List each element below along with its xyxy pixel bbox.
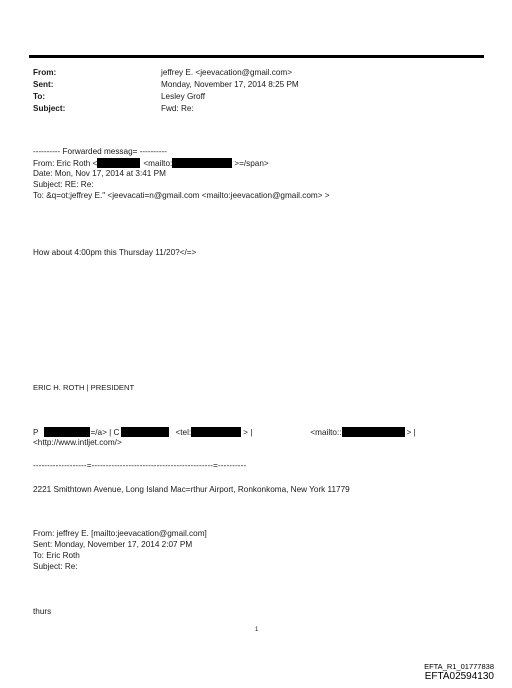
redaction-block — [97, 158, 140, 168]
forward-to: To: &q=ot;jeffrey E." <jeevacati=n@gmail.com <mailto:jeevacation@gmail.com> > — [33, 191, 330, 200]
page-number: 1 — [255, 627, 259, 633]
phone-tel: <tel: — [175, 428, 192, 437]
original-to: To: Eric Roth — [33, 551, 80, 560]
subject-value: Fwd: Re: — [161, 104, 194, 113]
from-value: jeffrey E. <jeevacation@gmail.com> — [161, 68, 293, 77]
redaction-block — [172, 158, 232, 168]
from-label: From: — [33, 68, 57, 77]
to-label: To: — [33, 92, 46, 101]
footer-id-large: EFTA02594130 — [424, 671, 494, 682]
phone-sep: > | — [243, 428, 253, 437]
forward-from-line — [33, 158, 269, 169]
message-body: How about 4:00pm this Thursday 11/20?</=> — [33, 248, 197, 257]
phone-mid: =/a> | C — [90, 428, 120, 437]
footer-id-small: EFTA_R1_01777838 — [424, 662, 494, 671]
forward-from-mailto: <mailto: — [143, 159, 173, 168]
signature-dashes: -------------------=-------------------------------------------=---------- — [33, 461, 247, 470]
redaction-block — [342, 427, 405, 437]
signature-phone-line — [33, 427, 416, 438]
forward-from-suffix: >=/span> — [234, 159, 269, 168]
phone-mailto: <mailto:: — [310, 428, 342, 437]
subject-label: Subject: — [33, 104, 66, 113]
phone-end: > | — [406, 428, 416, 437]
redaction-block — [121, 427, 169, 437]
redaction-block — [44, 427, 90, 437]
redaction-block — [191, 427, 241, 437]
sent-value: Monday, November 17, 2014 8:25 PM — [161, 80, 299, 89]
signature-name-title: ERIC H. ROTH | PRESIDENT — [33, 383, 135, 392]
original-from: From: jeffrey E. [mailto:jeevacation@gmail.com] — [33, 529, 207, 538]
header-rule — [29, 55, 484, 58]
forward-date: Date: Mon, Nov 17, 2014 at 3:41 PM — [33, 169, 166, 178]
forward-subject: Subject: RE: Re: — [33, 180, 94, 189]
signature-website: <http://www.intljet.com/> — [33, 438, 122, 447]
forward-divider: ---------- Forwarded messag= ---------- — [33, 147, 167, 156]
forward-from-prefix: From: Eric Roth < — [33, 159, 98, 168]
original-sent: Sent: Monday, November 17, 2014 2:07 PM — [33, 540, 193, 549]
signature-address: 2221 Smithtown Avenue, Long Island Mac=rthur Airport, Ronkonkoma, New York 11779 — [33, 485, 350, 494]
original-subject: Subject: Re: — [33, 562, 78, 571]
sent-label: Sent: — [33, 80, 54, 89]
phone-p: P — [33, 428, 39, 437]
original-body: thurs — [33, 607, 52, 616]
to-value: Lesley Groff — [161, 92, 205, 101]
